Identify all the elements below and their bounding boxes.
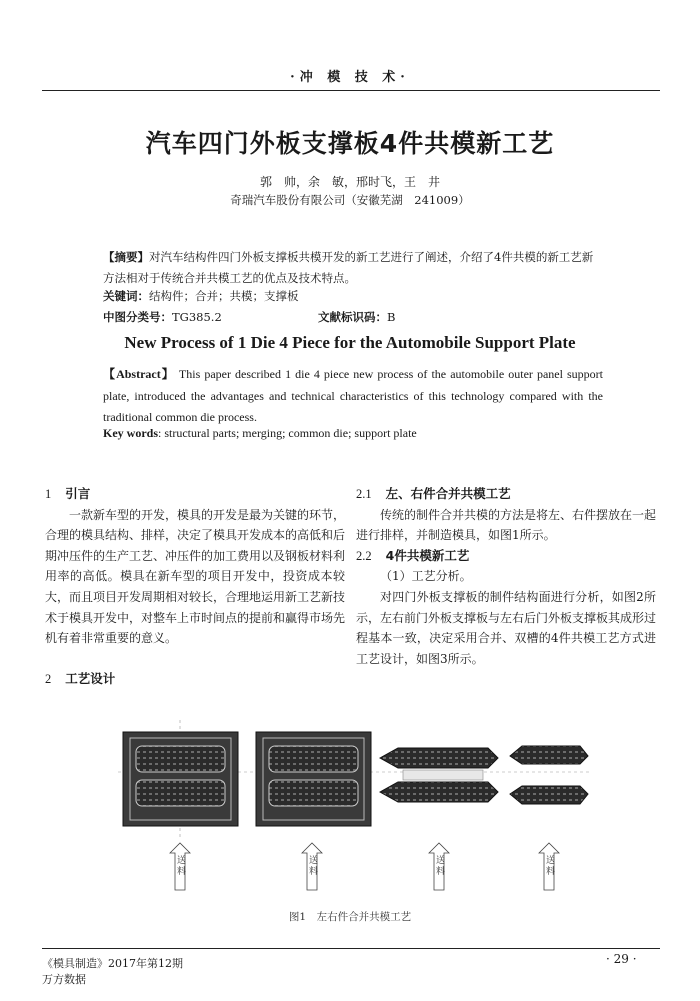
abstract-cn [103,247,603,289]
classification-number [103,309,222,325]
keywords-en-text: : structural parts; merging; common die; support plate [158,426,417,440]
die-stage-1 [123,732,238,826]
feed-label-3: 送料 [436,856,446,877]
source-watermark: 万方数据 [42,973,86,986]
keywords-en-label: Key words [103,426,158,440]
section-1-text: 一款新车型的开发，模具的开发是最为关键的环节，合理的模具结构、排样，决定了模具开发成本的高低和后期冲压件的生产工艺、冲压件的加工费用以及钢板材料利用率的高低。模具在新车型的项目开发中，投资成本较大，而且项目开发周期相对较长，合理地运用新工艺新技术于模具开发中，对整车上市时间点的提前和赢得市场先机有着非常重要的意义。 [45,507,346,646]
header-divider [42,90,660,91]
keywords-en [103,426,417,441]
die-stage-2 [256,732,371,826]
doc-code-label: 文献标识码： [318,310,387,324]
classification-value: TG385.2 [172,310,222,324]
section-2-1 [356,484,656,669]
paper-title-en: New Process of 1 Die 4 Piece for the Automobile Support Plate [124,333,576,352]
figure-1-caption: 图1 左右件合并共模工艺 [288,911,412,923]
section-2-1-text: 传统的制件合并共模的方法是将左、右件摆放在一起进行排样，并制造模具，如图1所示。 [356,507,657,543]
document-code [318,309,395,325]
keywords-cn [103,288,299,304]
section-2-heading: 2 工艺设计 [45,671,116,686]
keywords-cn-label: 关键词： [103,289,149,303]
feed-label-4: 送料 [546,856,556,877]
page-number: · 29 · [606,952,637,966]
authors: 郭 帅，余 敏，邢时飞，王 井 [259,175,440,189]
die-stage-4 [510,746,588,804]
journal-section-header: ·冲 模 技 术· [290,70,410,85]
affiliation: 奇瑞汽车股份有限公司（安徽芜湖 241009） [230,193,470,207]
abstract-cn-text: 对汽车结构件四门外板支撑板共模开发的新工艺进行了阐述，介绍了4件共模的新工艺新方法相对于传统合并共模工艺的优点及技术特点。 [103,250,594,285]
keywords-cn-text: 结构件；合并；共模；支撑板 [149,289,299,303]
classification-label: 中图分类号： [103,310,172,324]
abstract-en-label: 【Abstract】 [103,367,175,381]
figure-1 [118,720,590,905]
footer-journal: 《模具制造》2017年第12期 [42,957,183,970]
abstract-en [103,364,603,429]
section-2-1-heading: 2.1 左、右件合并共模工艺 [356,486,511,501]
section-2-2-p1: （1）工艺分析。 [380,569,472,584]
paper-title: 汽车四门外板支撑板4件共模新工艺 [145,129,555,158]
section-2-2-heading: 2.2 4件共模新工艺 [356,547,470,563]
footer-divider [42,948,660,949]
feed-label-1: 送料 [177,856,187,877]
die-stage-3 [380,748,498,802]
feed-label-2: 送料 [309,856,319,877]
section-2-2-p2: 对四门外板支撑板的制件结构面进行分析，如图2所示，左右前门外板支撑板与左右后门外板支撑板其成形过程基本一致，决定采用合并、双槽的4件共模工艺方式进工艺设计，如图3所示。 [356,589,657,666]
abstract-en-text: This paper described 1 die 4 piece new process of the automobile outer panel support plate, introduced the advantages and technical characteristics of this technology compared with the traditional common die process. [103,367,604,424]
doc-code-value: B [387,310,396,324]
section-1-heading: 1 引言 [45,486,91,501]
section-1 [45,484,345,649]
abstract-cn-label: 【摘要】 [103,250,149,264]
